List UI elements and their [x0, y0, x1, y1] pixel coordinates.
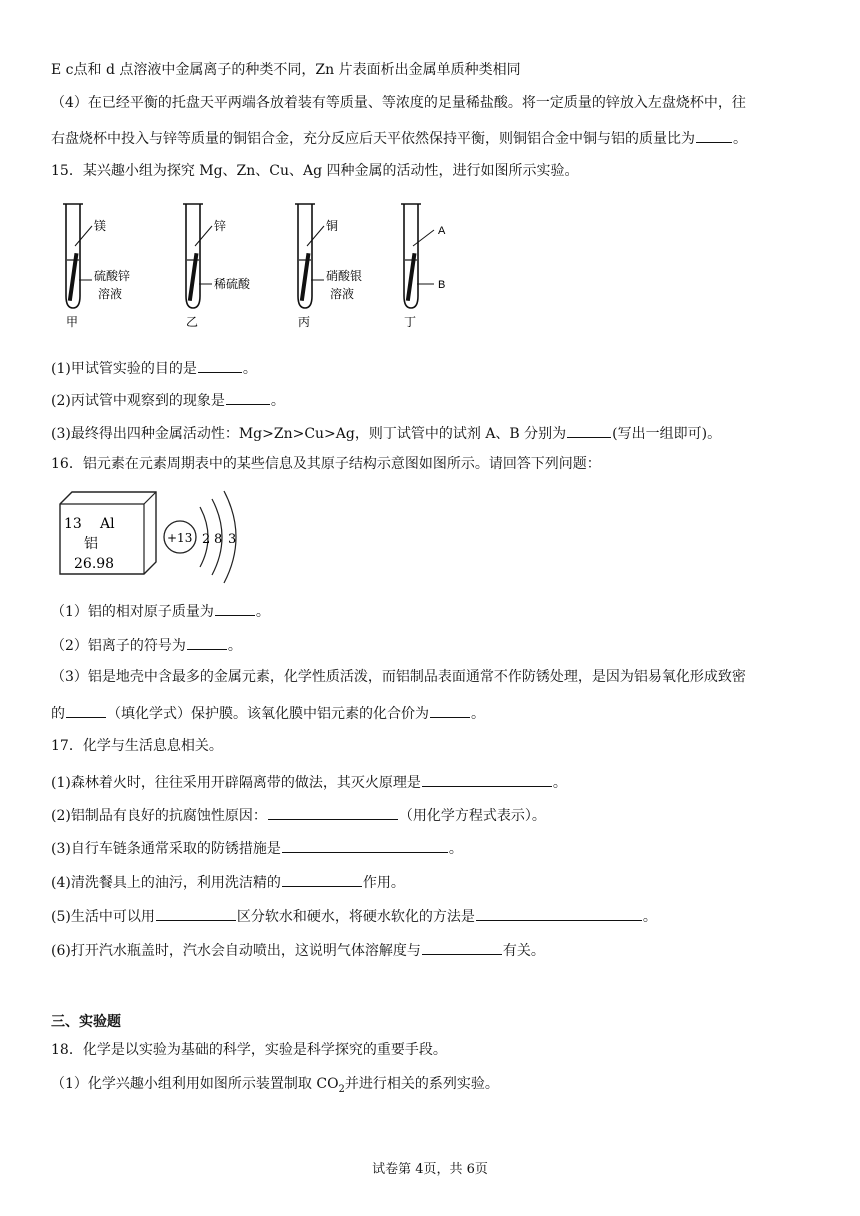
atom-structure-diagram [160, 485, 250, 585]
answer-blank[interactable] [198, 357, 242, 373]
text: （2）铝离子的符号为 [51, 638, 186, 654]
text-line [51, 1074, 499, 1100]
label-solution: 稀硫酸 [214, 277, 251, 291]
periodic-element-cell [58, 490, 158, 576]
label-tube-name: 丙 [298, 315, 311, 329]
answer-blank[interactable] [187, 634, 227, 650]
text-line [51, 634, 242, 656]
text: (5)生活中可以用 [51, 909, 155, 925]
tube-ding [401, 204, 446, 329]
text: 并进行相关的系列实验。 [344, 1076, 499, 1092]
text-line: （3）铝是地壳中含最多的金属元素，化学性质活泼，而铝制品表面通常不作防锈处理，是因为铝易氧化形成致密 [51, 669, 746, 685]
label-metal: 镁 [94, 219, 107, 233]
shell-electrons-2: 8 [214, 532, 223, 547]
answer-blank[interactable] [696, 127, 732, 143]
answer-blank[interactable] [422, 771, 552, 787]
text: (2)铝制品有良好的抗腐蚀性原因： [51, 808, 267, 824]
text: （1）铝的相对原子质量为 [51, 604, 214, 620]
text-line [51, 422, 721, 444]
answer-blank[interactable] [422, 939, 502, 955]
text-line [51, 939, 545, 961]
label-solution: 硫酸锌 [94, 269, 131, 283]
answer-blank[interactable] [215, 600, 255, 616]
text: （1）化学兴趣小组利用如图所示装置制取 CO [51, 1076, 339, 1092]
text-line [51, 389, 285, 411]
label-solution: 硝酸银 [326, 269, 363, 283]
label-metal: 锌 [214, 219, 227, 233]
tube-jia [63, 204, 130, 329]
answer-blank[interactable] [476, 905, 642, 921]
text: (3)自行车链条通常采取的防锈措施是 [51, 841, 281, 857]
text: 作用。 [362, 875, 405, 891]
text: 。 [471, 706, 485, 722]
nucleus-charge: +13 [167, 531, 193, 545]
question-15: 15．某兴趣小组为探究 Mg、Zn、Cu、Ag 四种金属的活动性，进行如图所示实验。 [51, 163, 579, 179]
answer-blank[interactable] [567, 422, 611, 438]
element-name: 铝 [84, 536, 98, 552]
text-line [51, 837, 463, 859]
answer-blank[interactable] [268, 804, 398, 820]
text: 。 [270, 393, 285, 409]
text: 。 [552, 775, 567, 791]
answer-blank[interactable] [66, 702, 106, 718]
tube-yi [183, 204, 251, 329]
text: 的 [51, 706, 65, 722]
shell-electrons-1: 2 [202, 532, 211, 547]
text: （用化学方程式表示）。 [398, 808, 546, 824]
text-line [51, 357, 257, 379]
atomic-mass: 26.98 [74, 556, 115, 572]
page-footer: 试卷第 4页，共 6页 [372, 1162, 488, 1177]
answer-blank[interactable] [226, 389, 270, 405]
answer-blank[interactable] [282, 871, 362, 887]
text: 右盘烧杯中投入与锌等质量的铜铝合金，充分反应后天平依然保持平衡，则铜铝合金中铜与铝的质量比为 [51, 131, 695, 147]
text: 区分软水和硬水，将硬水软化的方法是 [236, 909, 475, 925]
text: (1)甲试管实验的目的是 [51, 361, 197, 377]
subscript: 2 [338, 1083, 345, 1095]
shell-electrons-3: 3 [228, 532, 237, 547]
text: (3)最终得出四种金属活动性：Mg>Zn>Cu>Ag，则丁试管中的试剂 A、B 分别为 [51, 426, 567, 442]
text-line [51, 905, 657, 927]
tube-bing [295, 204, 362, 329]
element-symbol: Al [100, 516, 115, 532]
answer-blank[interactable] [430, 702, 470, 718]
label-tube-name: 甲 [66, 315, 79, 329]
label-reagent-a: A [438, 225, 446, 237]
text: (6)打开汽水瓶盖时，汽水会自动喷出，这说明气体溶解度与 [51, 943, 421, 959]
label-tube-name: 丁 [404, 315, 417, 329]
question-17: 17．化学与生活息息相关。 [51, 738, 223, 754]
text: （填化学式）保护膜。该氧化膜中铝元素的化合价为 [107, 706, 429, 722]
text: 。 [448, 841, 463, 857]
label-reagent-b: B [438, 279, 446, 291]
label-solution: 溶液 [330, 287, 355, 301]
question-16: 16．铝元素在元素周期表中的某些信息及其原子结构示意图如图所示。请回答下列问题： [51, 456, 601, 472]
text: (4)清洗餐具上的油污，利用洗洁精的 [51, 875, 281, 891]
text-line: （4）在已经平衡的托盘天平两端各放着装有等质量、等浓度的足量稀盐酸。将一定质量的锌放入左盘烧杯中，往 [51, 95, 746, 111]
text: (写出一组即可)。 [612, 426, 722, 442]
text: (2)丙试管中观察到的现象是 [51, 393, 225, 409]
label-metal: 铜 [326, 219, 339, 233]
text-line [51, 804, 546, 826]
text-line [51, 600, 270, 622]
text: 。 [642, 909, 657, 925]
text-line [51, 771, 567, 793]
text: 。 [242, 361, 257, 377]
question-18: 18．化学是以实验为基础的科学，实验是科学探究的重要手段。 [51, 1042, 447, 1058]
answer-blank[interactable] [156, 905, 236, 921]
text-line [51, 871, 405, 893]
text: 有关。 [502, 943, 545, 959]
label-tube-name: 乙 [186, 315, 199, 329]
answer-blank[interactable] [282, 837, 448, 853]
text-line [51, 702, 485, 724]
label-solution: 溶液 [98, 287, 123, 301]
test-tube-figure [56, 198, 476, 333]
text: (1)森林着火时，往往采用开辟隔离带的做法，其灭火原理是 [51, 775, 421, 791]
text: 。 [227, 638, 242, 654]
atomic-number: 13 [64, 516, 82, 532]
text: 。 [733, 131, 747, 147]
text-line [51, 127, 747, 149]
text-line: E c点和 d 点溶液中金属离子的种类不同，Zn 片表面析出金属单质种类相同 [51, 62, 521, 78]
section-heading: 三、实验题 [51, 1014, 121, 1030]
text: 。 [255, 604, 270, 620]
